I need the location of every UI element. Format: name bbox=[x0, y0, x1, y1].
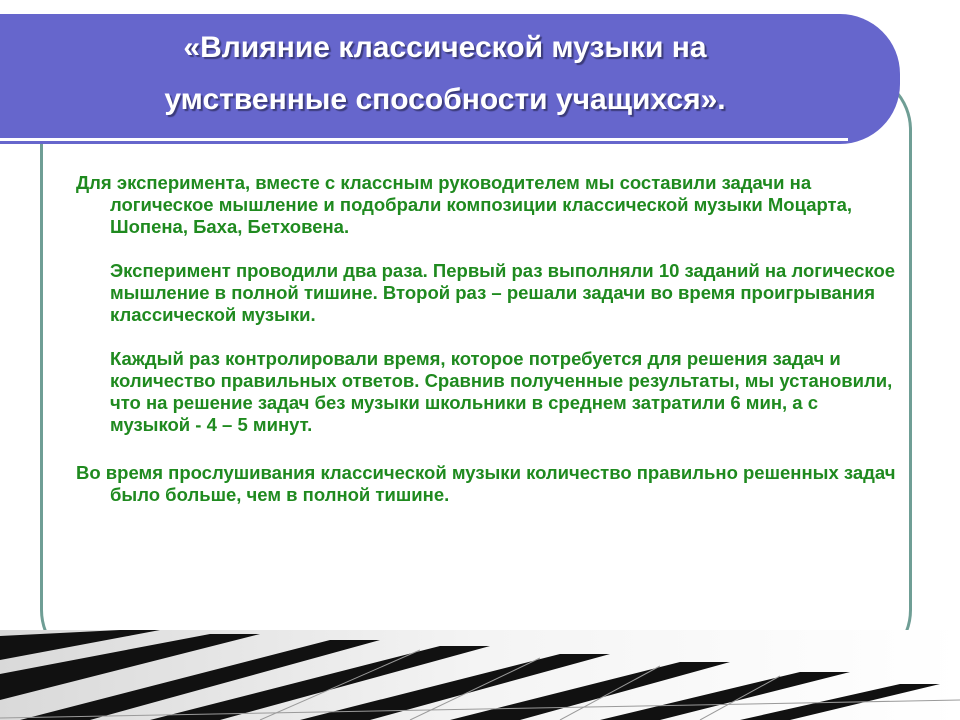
paragraph-experiment-runs: Эксперимент проводили два раза. Первый раз выполняли 10 заданий на логическое мышление в полной тишине. Второй раз – решали задачи во время проигрывания классической музыки. bbox=[110, 260, 896, 325]
piano-keys-image bbox=[0, 630, 960, 720]
paragraph-conclusion: Во время прослушивания классической музыки количество правильно решенных задач было больше, чем в полной тишине. bbox=[76, 462, 896, 505]
slide-body bbox=[76, 172, 896, 506]
title-underline bbox=[0, 138, 848, 141]
paragraph-experiment-results: Каждый раз контролировали время, которое потребуется для решения задач и количество правильных ответов. Сравнив полученные результаты, мы установили, что на решение задач без музыки школьники в среднем затратили 6 мин, а с музыкой - 4 – 5 минут. bbox=[110, 348, 893, 435]
paragraph-experiment-setup: Для эксперимента, вместе с классным руководителем мы составили задачи на логическое мышление и подобрали композиции классической музыки Моцарта, Шопена, Баха, Бетховена. bbox=[76, 172, 853, 237]
title-line-1: «Влияние классической музыки на bbox=[183, 31, 707, 64]
title-line-2: умственные способности учащихся». bbox=[164, 83, 726, 116]
slide-title bbox=[0, 22, 890, 126]
